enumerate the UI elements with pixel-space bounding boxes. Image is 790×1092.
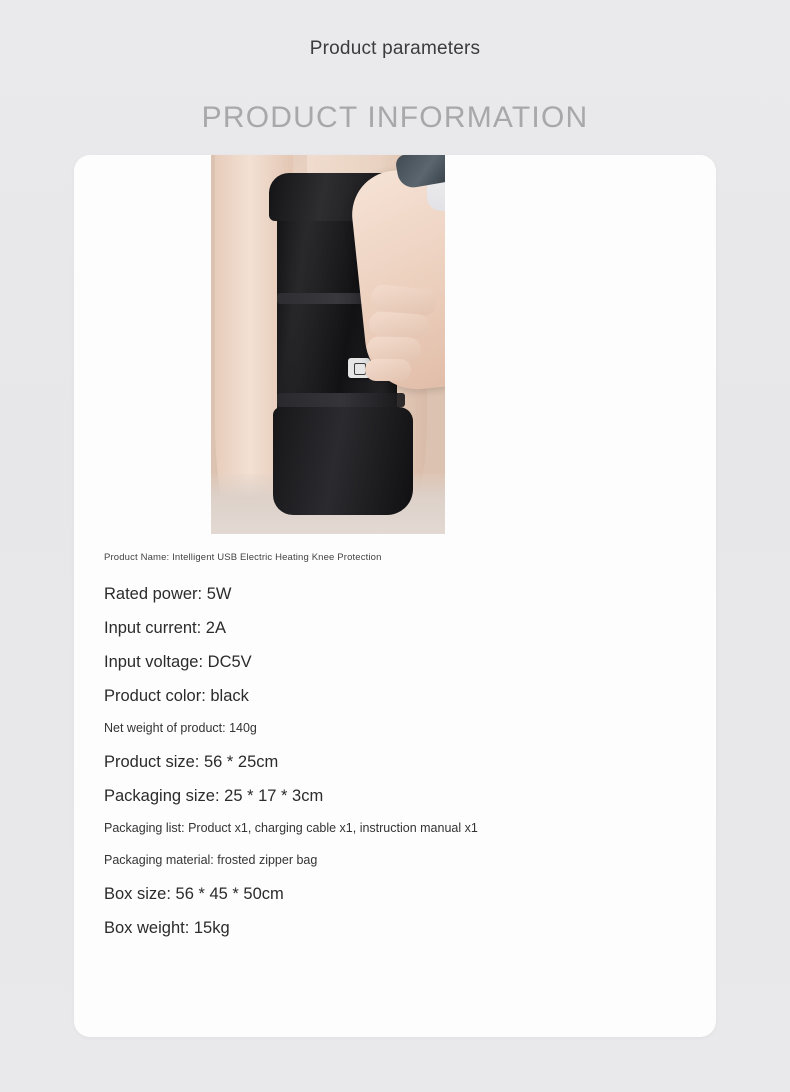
spec-packaging-size: Packaging size: 25 * 17 * 3cm <box>104 787 324 805</box>
spec-product-color: Product color: black <box>104 687 249 705</box>
finger-middle <box>368 311 430 339</box>
spec-box-weight: Box weight: 15kg <box>104 919 230 937</box>
spec-input-voltage: Input voltage: DC5V <box>104 653 252 671</box>
spec-product-size: Product size: 56 * 25cm <box>104 753 279 771</box>
knee-brace-bottom-band <box>273 407 413 515</box>
spec-product-name: Product Name: Intelligent USB Electric Heating Knee Protection <box>104 552 382 563</box>
spec-packaging-material: Packaging material: frosted zipper bag <box>104 853 318 867</box>
spec-box-size: Box size: 56 * 45 * 50cm <box>104 885 284 903</box>
product-photo <box>211 155 445 534</box>
knee-brace-strap-lower <box>277 393 405 407</box>
specifications-list <box>74 534 716 953</box>
page-title: PRODUCT INFORMATION <box>201 101 589 134</box>
page-subtitle: Product parameters <box>309 38 481 59</box>
product-info-card <box>74 155 716 1037</box>
spec-net-weight: Net weight of product: 140g <box>104 721 257 735</box>
spec-packaging-list: Packaging list: Product x1, charging cable x1, instruction manual x1 <box>104 821 478 835</box>
spec-input-current: Input current: 2A <box>104 619 226 637</box>
finger-little <box>365 359 411 381</box>
spec-rated-power: Rated power: 5W <box>104 585 232 603</box>
